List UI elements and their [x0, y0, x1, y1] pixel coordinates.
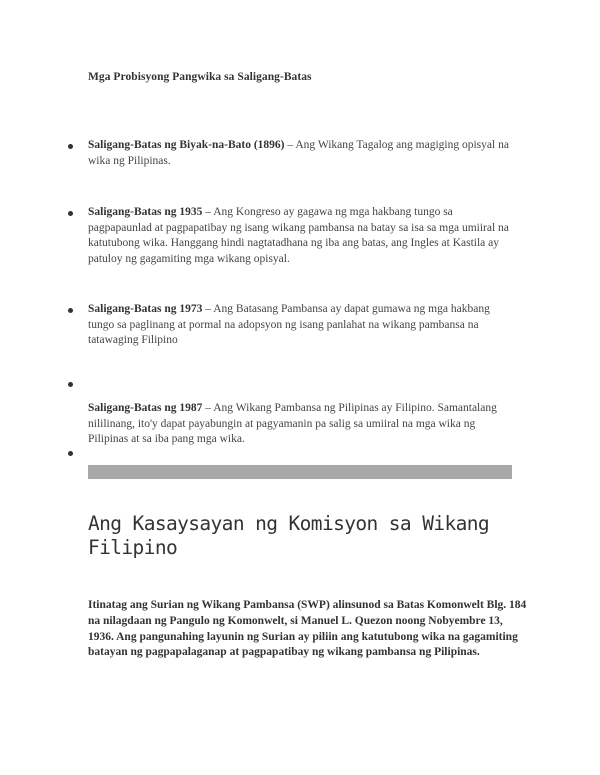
bullet-icon — [68, 144, 73, 149]
list-item — [88, 138, 516, 169]
provision-heading: Saligang-Batas ng 1973 — [88, 303, 203, 315]
provision-heading: Saligang-Batas ng Biyak-na-Bato (1896) — [88, 139, 285, 151]
list-item — [88, 302, 516, 349]
bullet-icon — [68, 308, 73, 313]
section-heading: Ang Kasaysayan ng Komisyon sa Wikang Filipino — [88, 512, 490, 559]
list-item — [88, 401, 516, 448]
provision-text: – Ang Wikang Tagalog ang magiging opisyal na wika ng Pilipinas. — [88, 139, 509, 167]
page-title: Mga Probisyong Pangwika sa Saligang-Batas — [88, 71, 312, 83]
provision-text: – Ang Wikang Pambansa ng Pilipinas ay Filipino. Samantalang nililinang, ito'y dapat payabungin at pagyamanin pa salig sa umiiral na mga wika ng Pilipinas at sa iba pang mga wika. — [88, 402, 497, 446]
bullet-icon — [68, 382, 73, 387]
provision-text: – Ang Kongreso ay gagawa ng mga hakbang tungo sa pagpapaunlad at pagpapatibay ng isang wikang pambansa na batay sa isa sa mga umiiral na katutubong wika. Hanggang hindi nagtatadhana ng iba ang batas, ang Ingles at Kastila ay patuloy ng gagamiting mga wikang opisyal. — [88, 206, 509, 266]
list-item — [88, 205, 516, 268]
provision-heading: Saligang-Batas ng 1935 — [88, 206, 203, 218]
horizontal-divider — [88, 465, 512, 479]
provision-heading: Saligang-Batas ng 1987 — [88, 402, 203, 414]
provision-text: – Ang Batasang Pambansa ay dapat gumawa ng mga hakbang tungo sa paglinang at pormal na adopsyon ng isang panlahat na wikang pambansa na tatawaging Filipino — [88, 303, 490, 347]
bullet-icon — [68, 451, 73, 456]
section-body: Itinatag ang Surian ng Wikang Pambansa (SWP) alinsunod sa Batas Komonwelt Blg. 184 na nilagdaan ng Pangulo ng Komonwelt, si Manuel L. Quezon noong Nobyembre 13, 1936. Ang pangunahing layunin ng Surian ay piliin ang katutubong wika na gagamiting batayan ng pagpapalaganap at pagpapatibay ng wikang pambansa ng Pilipinas. — [88, 599, 527, 659]
bullet-icon — [68, 211, 73, 216]
